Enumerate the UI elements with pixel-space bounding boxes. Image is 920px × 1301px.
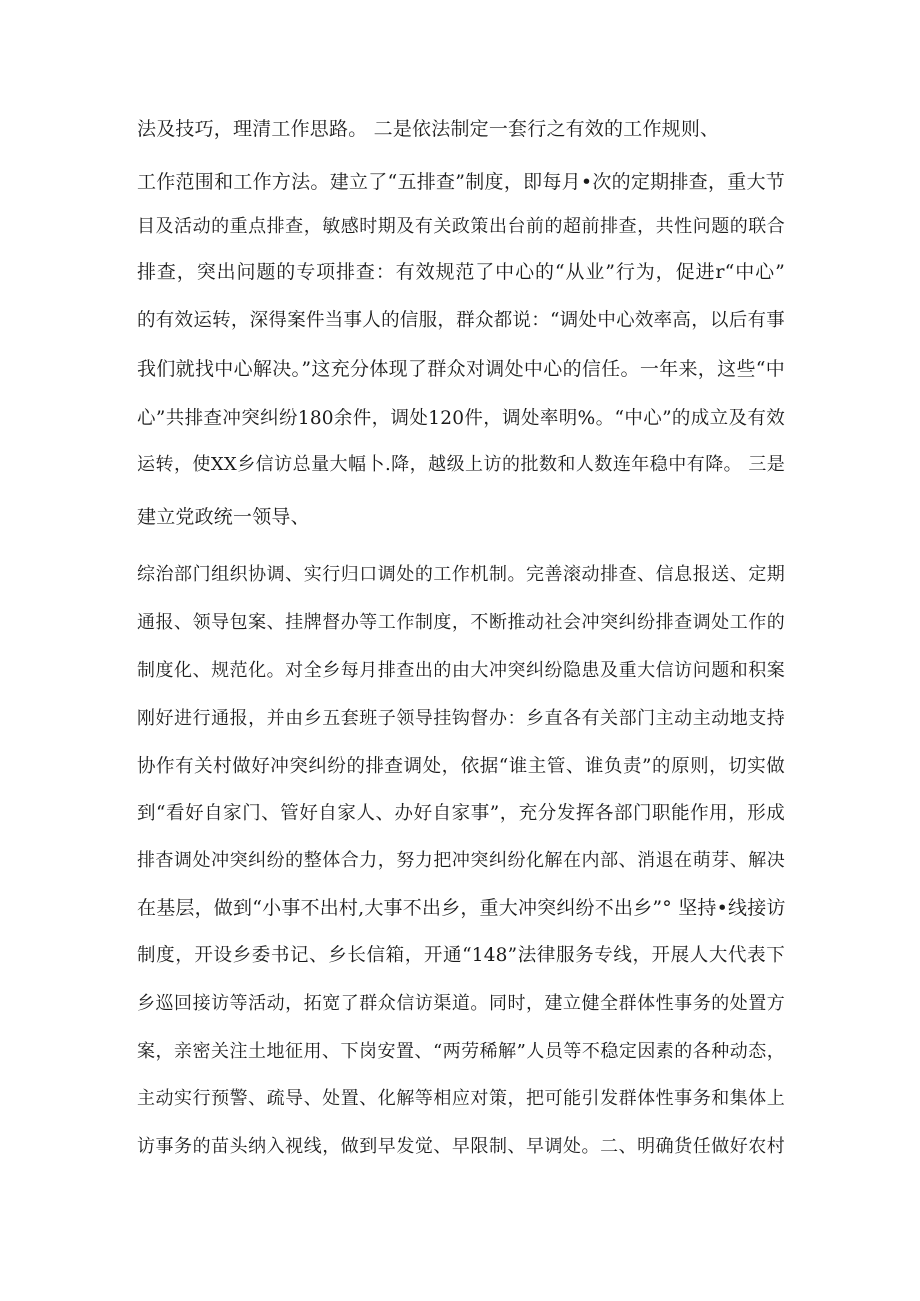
- text-line-15: 到“看好自家门、管好自家人、办好自家事”，充分发挥各部门职能作用，形成: [137, 803, 785, 824]
- text-line-17: 在基层，做到“小事不出村,大事不出乡，重大冲突纠纷不出乡”° 坚持•线接访: [137, 897, 786, 919]
- text-line-20: 案，亲密关注土地征用、下岗安置、“两劳稀解”人员等不稳定因素的各种动态，: [137, 1041, 785, 1062]
- text-line-5: 的有效运转，深得案件当事人的信服，群众都说：“调处中心效率高，以后有事: [137, 310, 785, 331]
- text-line-6: 我们就找中心解决。”这充分体现了群众对调处中心的信任。一年来，这些“中: [137, 358, 785, 380]
- text-line-3: 目及活动的重点排查，敏感时期及有关政策出台前的超前排查，共性问题的联合: [137, 216, 785, 237]
- text-line-10: 综治部门组织协调、实行归口调处的工作机制。完善滚动排查、信息报送、定期: [137, 564, 785, 585]
- text-line-19: 乡巡回接访等活动，拓宽了群众信访渠道。同时，建立健全群体性事务的处置方: [137, 993, 785, 1014]
- text-line-11: 通报、领导包案、挂牌督办等工作制度，不断推动社会冲突纠纷排查调处工作的: [137, 612, 785, 633]
- text-line-21: 主动实行预警、疏导、处置、化解等相应对策，把可能引发群体性事务和集体上: [137, 1088, 785, 1109]
- text-line-9: 建立党政统一领导、: [137, 506, 310, 528]
- text-line-16: 排杳调处冲突纠纷的整体合力，努力把冲突纠纷化解在内部、消退在萌芽、解决: [137, 850, 785, 871]
- text-line-4: 排查，突出问题的专项排查：有效规范了中心的“从业”行为，促进r“中心”: [137, 261, 785, 283]
- text-line-12: 制度化、规范化。对全乡每月排查出的由大冲突纠纷隐患及重大信访问题和积案: [137, 660, 785, 681]
- text-line-8: 运转，使XX乡信访总量大幅卜.降，越级上访的批数和人数连年稳中有降。 三是: [137, 454, 785, 475]
- text-line-22: 访事务的苗头纳入视线，做到早发觉、早限制、早调处。二、明确货任做好农村: [137, 1136, 785, 1157]
- text-line-7: 心”共排查冲突纠纷180余件，调处120件，调处率明%。“中心”的成立及有效: [137, 408, 785, 429]
- text-line-18: 制度，开设乡委书记、乡长信箱，开通“148”法律服务专线，开展人大代表下: [137, 945, 785, 966]
- text-line-1: 法及技巧，理清工作思路。 二是依法制定一套行之有效的工作规则、: [137, 118, 720, 140]
- text-line-14: 协作有关村做好冲突纠纷的排查调处，依据“谁主管、谁负责”的原则，切实做: [137, 756, 785, 777]
- text-line-2: 工作范围和工作方法。建立了“五排查”制度，即每月•次的定期排查，重大节: [137, 171, 785, 193]
- text-line-13: 刚好进行通报，并由乡五套班子领导挂钩督办：乡直各有关部门主动主动地支持: [137, 708, 785, 729]
